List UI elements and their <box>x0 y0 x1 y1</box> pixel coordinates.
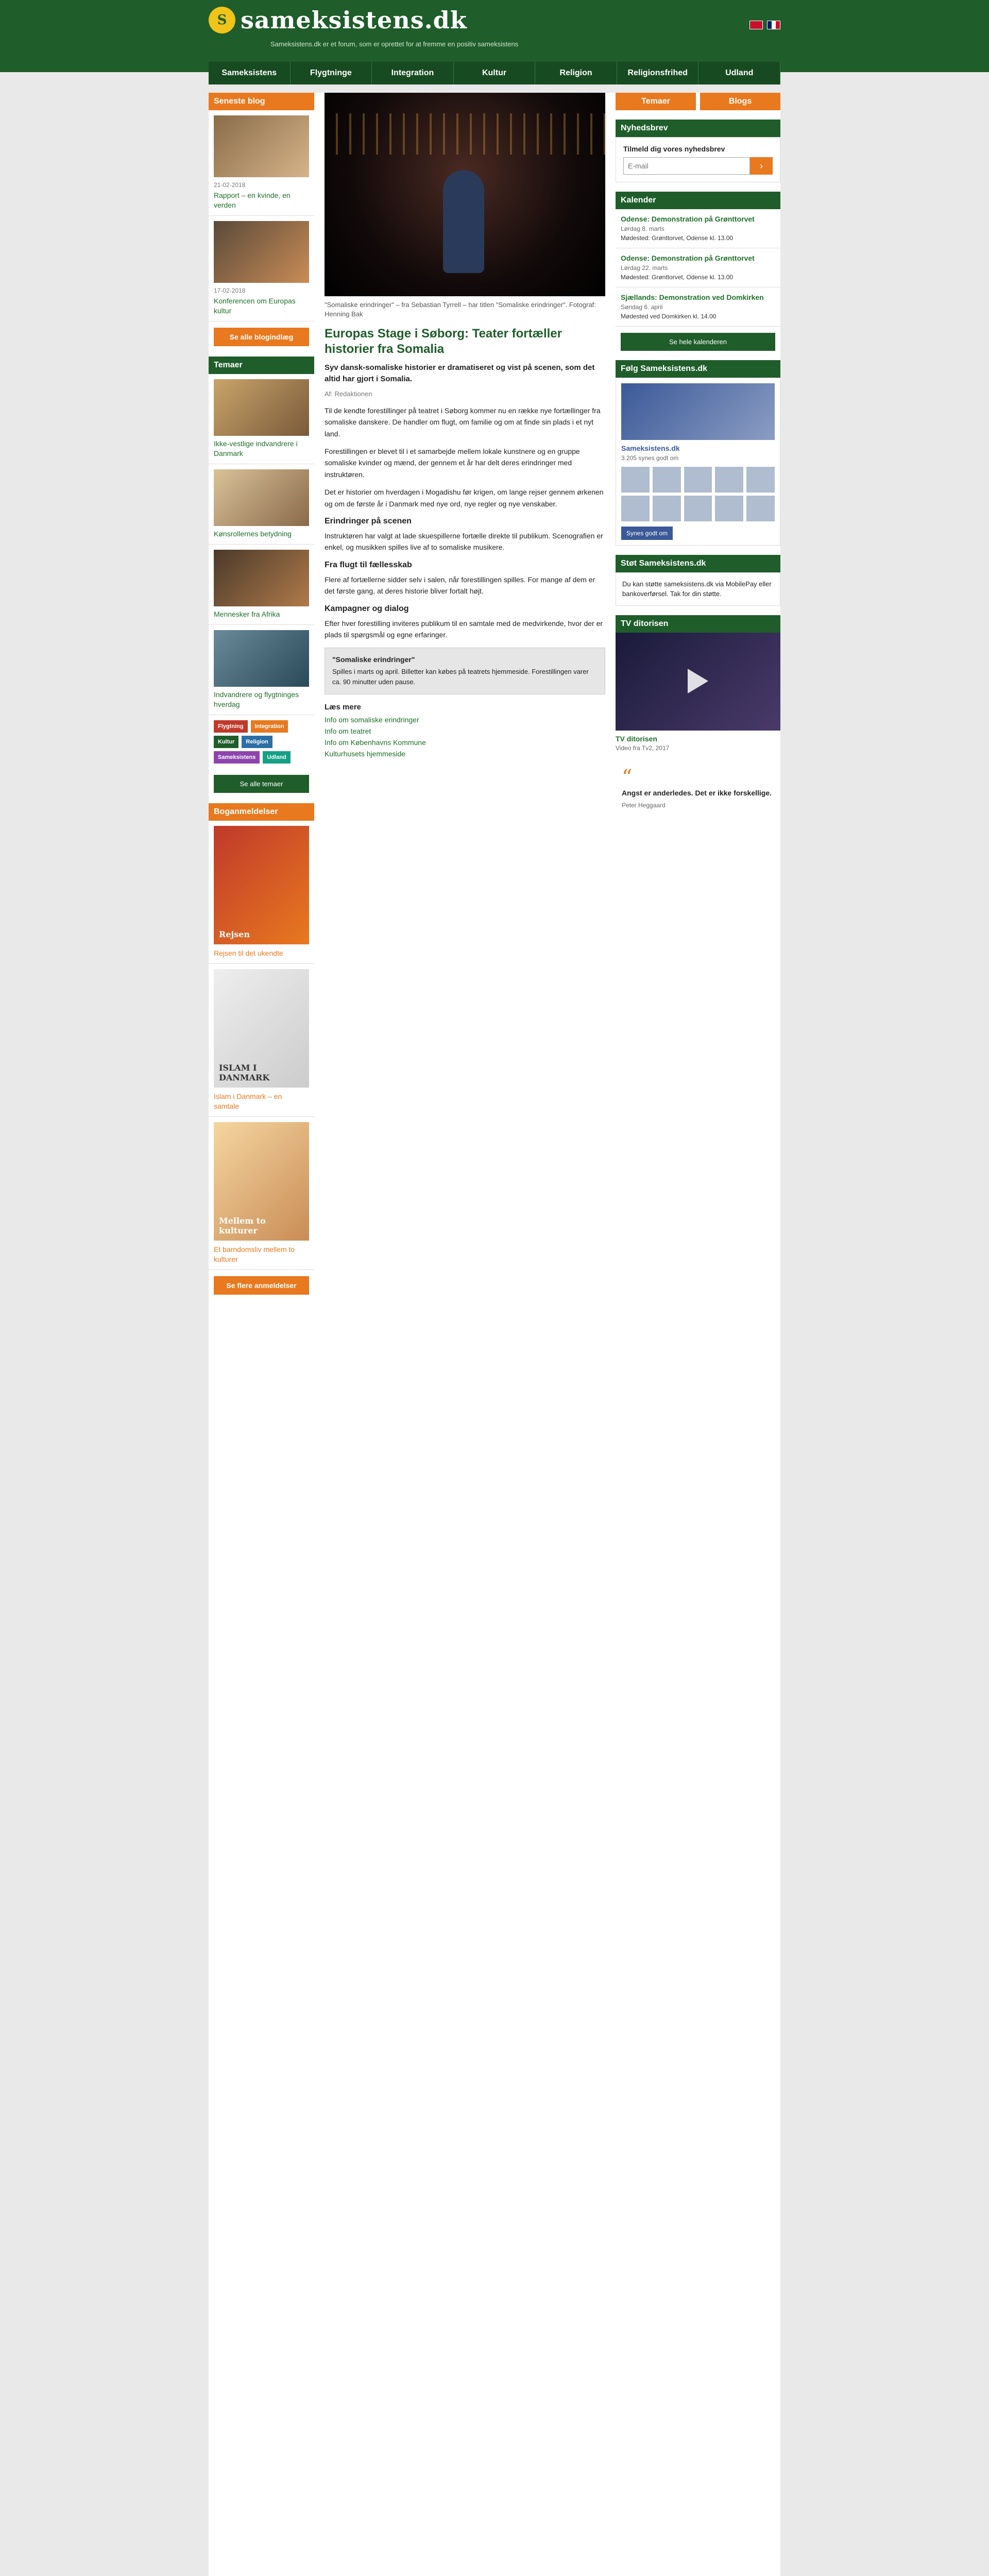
facebook-page-name[interactable]: Sameksistens.dk <box>621 444 680 452</box>
avatar <box>653 496 681 521</box>
theme-tag[interactable]: Integration <box>251 720 288 733</box>
theme-image <box>214 469 309 526</box>
theme-tag[interactable]: Religion <box>242 736 272 748</box>
read-more-link[interactable]: Info om Københavns Kommune <box>325 738 426 747</box>
avatar <box>653 467 681 493</box>
facebook-header: Følg Sameksistens.dk <box>616 360 780 378</box>
image-caption: "Somaliske erindringer" – fra Sebastian Tyrrell – har titlen "Somaliske erindringer". Fotograf: Henning Bak <box>325 301 596 318</box>
support-header: Støt Sameksistens.dk <box>616 555 780 572</box>
support-section <box>616 555 780 606</box>
support-box <box>616 572 780 606</box>
theme-title[interactable]: Kønsrollernes betydning <box>214 530 292 538</box>
theme-tags <box>209 715 314 769</box>
hero-figure <box>443 170 484 273</box>
newsletter-label: Tilmeld dig vores nyhedsbrev <box>623 145 725 153</box>
books-header: Boganmeldelser <box>209 803 314 821</box>
tab-blogs[interactable]: Blogs <box>700 93 780 110</box>
calendar-event[interactable] <box>616 248 780 287</box>
more-books-button[interactable]: Se flere anmeldelser <box>214 1276 309 1295</box>
section-heading: Fra flugt til fællesskab <box>325 560 412 569</box>
article-paragraph: Til de kendte forestillinger på teatret i Søborg kommer nu en række nye fortællinger fra somaliske danskere. De handler om flugt, om familie og om at finde sin plads i et nyt land. <box>325 406 601 438</box>
book-title[interactable]: Rejsen til det ukendte <box>214 949 283 957</box>
newsletter-header: Nyhedsbrev <box>616 120 780 137</box>
event-title[interactable]: Odense: Demonstration på Grønttorvet <box>621 253 755 262</box>
article-title: Europas Stage i Søborg: Teater fortæller historier fra Somalia <box>325 327 562 357</box>
right-tabs <box>616 93 780 110</box>
theme-title[interactable]: Mennesker fra Afrika <box>214 610 280 618</box>
read-more-list <box>325 716 605 758</box>
tv-header: TV ditorisen <box>616 615 780 633</box>
nav-item-sameksistens[interactable]: Sameksistens <box>209 62 291 84</box>
avatar <box>746 496 775 521</box>
blog-date: 21-02-2018 <box>214 181 246 189</box>
theme-title[interactable]: Ikke-vestlige indvandrere i Danmark <box>214 439 298 457</box>
tv-title[interactable]: TV ditorisen <box>616 734 657 743</box>
quote-icon: “ <box>622 765 633 789</box>
play-icon[interactable] <box>688 669 708 693</box>
blog-date: 17-02-2018 <box>214 287 246 294</box>
newsletter-box <box>616 137 780 182</box>
book-cover: ISLAM I DANMARK <box>214 969 309 1088</box>
blog-item[interactable] <box>209 110 314 216</box>
calendar-section <box>616 192 780 351</box>
book-item[interactable] <box>209 821 314 964</box>
article-paragraph: Forestillingen er blevet til i et samarbejde mellem lokale kunstnere og en gruppe somaliske kvinder og mænd, der gennem et år har delt deres erindringer med instruktøren. <box>325 447 580 479</box>
theme-tag[interactable]: Udland <box>263 751 290 764</box>
content-area <box>209 93 780 2576</box>
event-date: Lørdag 22. marts <box>621 264 668 272</box>
site-slogan: Sameksistens.dk er et forum, som er oprettet for at fremme en positiv sameksistens <box>270 40 519 48</box>
calendar-event[interactable] <box>616 209 780 248</box>
avatar <box>715 496 743 521</box>
event-date: Søndag 6. april <box>621 303 663 311</box>
theme-image <box>214 379 309 436</box>
facebook-card <box>616 378 780 546</box>
event-text: Mødested: Grønttorvet, Odense kl. 13.00 <box>621 234 734 242</box>
article-paragraph: Efter hver forestilling inviteres publikum til en samtale med de medvirkende, hvor der er plads til spørgsmål og egne erfaringer. <box>325 619 603 639</box>
quote-box <box>616 761 780 815</box>
section-heading: Erindringer på scenen <box>325 517 412 526</box>
nav-item-flygtninge[interactable]: Flygtninge <box>291 62 372 84</box>
all-blogs-button[interactable]: Se alle blogindlæg <box>214 328 309 346</box>
logo-mark-icon: S <box>209 7 235 33</box>
danish-flag-icon[interactable] <box>749 21 763 29</box>
nav-item-religionsfrihed[interactable]: Religionsfrihed <box>617 62 699 84</box>
themes-header: Temaer <box>209 357 314 374</box>
nav-item-kultur[interactable]: Kultur <box>454 62 536 84</box>
article-paragraph: Instruktøren har valgt at lade skuespillerne fortælle direkte til publikum. Scenografien er enkel, og musikken spilles live af to somaliske musikere. <box>325 532 603 552</box>
event-title[interactable]: Sjællands: Demonstration ved Domkirken <box>621 293 764 301</box>
fact-box-title: "Somaliske erindringer" <box>332 655 415 664</box>
header-inner <box>209 0 780 72</box>
site-name: sameksistens.dk <box>241 6 467 34</box>
blog-header: Seneste blog <box>209 93 314 110</box>
site-logo[interactable] <box>209 6 467 34</box>
book-cover: Mellem to kulturer <box>214 1122 309 1241</box>
tv-date: Video fra Tv2, 2017 <box>616 744 670 752</box>
theme-item[interactable] <box>209 374 314 464</box>
read-more-link[interactable]: Info om somaliske erindringer <box>325 716 419 724</box>
blog-image <box>214 221 309 283</box>
fact-box-text: Spilles i marts og april. Billetter kan købes på teatrets hjemmeside. Forestillingen varer ca. 90 minutter uden pause. <box>332 668 589 686</box>
theme-image <box>214 630 309 687</box>
book-item[interactable] <box>209 1117 314 1270</box>
facebook-like-button[interactable]: Synes godt om <box>621 527 673 540</box>
facebook-section <box>616 360 780 546</box>
blog-title[interactable]: Rapport – en kvinde, en verden <box>214 191 291 209</box>
support-text: Du kan støtte sameksistens.dk via MobilePay eller bankoverførsel. Tak for din støtte. <box>622 580 772 598</box>
book-cover: Rejsen <box>214 826 309 944</box>
theme-image <box>214 550 309 606</box>
read-more-link[interactable]: Kulturhusets hjemmeside <box>325 750 406 758</box>
submit-button[interactable]: › <box>750 157 773 175</box>
event-text: Mødested ved Domkirken kl. 14.00 <box>621 313 717 320</box>
language-flags <box>749 21 780 29</box>
article-paragraph: Flere af fortællerne sidder selv i salen, når forestillingen spilles. For mange af dem er det første gang, at deres historie bliver fortalt højt. <box>325 575 595 596</box>
avatar <box>684 467 712 493</box>
main-nav <box>209 62 780 84</box>
quote-text: Angst er anderledes. Det er ikke forskellige. <box>622 788 772 797</box>
avatar <box>621 467 650 493</box>
event-title[interactable]: Odense: Demonstration på Grønttorvet <box>621 215 755 223</box>
facebook-faces <box>621 467 775 521</box>
fact-box <box>325 648 605 694</box>
blog-title[interactable]: Konferencen om Europas kultur <box>214 297 296 315</box>
avatar <box>684 496 712 521</box>
book-title[interactable]: Et barndomsliv mellem to kulturer <box>214 1245 295 1263</box>
theme-item[interactable] <box>209 625 314 715</box>
theme-tag[interactable]: Kultur <box>214 736 238 748</box>
article-lead: Syv dansk-somaliske historier er dramatiseret og vist på scenen, som det altid har gjort i Somalia. <box>325 363 595 384</box>
newsletter-row <box>623 157 773 175</box>
all-themes-button[interactable]: Se alle temaer <box>214 775 309 793</box>
newsletter-section <box>616 120 780 182</box>
event-date: Lørdag 8. marts <box>621 225 664 233</box>
left-sidebar <box>209 93 314 1301</box>
theme-item[interactable] <box>209 464 314 545</box>
book-title[interactable]: Islam i Danmark – en samtale <box>214 1092 282 1110</box>
english-flag-icon[interactable] <box>767 21 780 29</box>
calendar-button[interactable]: Se hele kalenderen <box>621 333 775 351</box>
facebook-cover <box>621 383 775 440</box>
article <box>325 93 605 761</box>
theme-tag[interactable]: Flygtning <box>214 720 248 733</box>
read-more-link[interactable]: Info om teatret <box>325 727 371 736</box>
avatar <box>621 496 650 521</box>
nav-item-udland[interactable]: Udland <box>698 62 780 84</box>
email-field[interactable] <box>623 157 750 175</box>
calendar-header: Kalender <box>616 192 780 209</box>
right-sidebar <box>616 93 780 815</box>
read-more-title: Læs mere <box>325 703 361 712</box>
tab-themes[interactable]: Temaer <box>616 93 696 110</box>
facebook-likes: 3.205 synes godt om <box>621 454 679 462</box>
avatar <box>746 467 775 493</box>
theme-title[interactable]: Indvandrere og flygtninges hverdag <box>214 690 299 708</box>
theme-tag[interactable]: Sameksistens <box>214 751 260 764</box>
article-hero-image <box>325 93 605 296</box>
tv-video[interactable] <box>616 633 780 731</box>
site-header <box>0 0 989 72</box>
book-item[interactable] <box>209 964 314 1117</box>
article-byline: Af: Redaktionen <box>325 389 372 398</box>
quote-author: Peter Heggaard <box>622 801 666 809</box>
theme-item[interactable] <box>209 545 314 625</box>
blog-image <box>214 115 309 177</box>
article-paragraph: Det er historier om hverdagen i Mogadishu før krigen, om lange rejser gennem ørkenen og om de første år i Danmark med nye ord, nye regler og nye venskaber. <box>325 488 604 508</box>
nav-item-integration[interactable]: Integration <box>372 62 454 84</box>
hero-lights <box>325 113 605 155</box>
tv-section <box>616 615 780 752</box>
nav-item-religion[interactable]: Religion <box>535 62 617 84</box>
event-text: Mødested: Grønttorvet, Odense kl. 13.00 <box>621 274 734 281</box>
avatar <box>715 467 743 493</box>
blog-item[interactable] <box>209 216 314 321</box>
calendar-event[interactable] <box>616 287 780 327</box>
section-heading: Kampagner og dialog <box>325 604 409 613</box>
